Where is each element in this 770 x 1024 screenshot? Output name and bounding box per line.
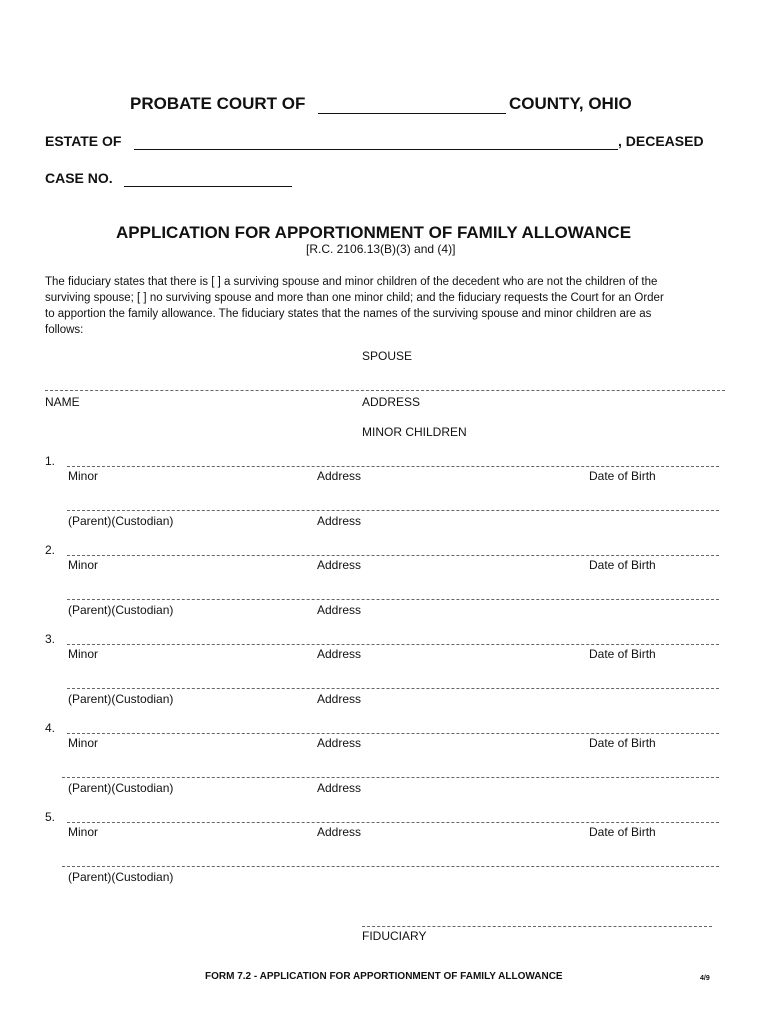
parent-field[interactable]	[62, 866, 719, 867]
date-of-birth-label: Date of Birth	[589, 736, 656, 750]
parent-custodian-label: (Parent)(Custodian)	[68, 781, 174, 795]
minor-address-label: Address	[317, 647, 362, 661]
court-label-post: COUNTY, OHIO	[509, 94, 632, 113]
statement-line-4: follows:	[45, 324, 84, 336]
entry-number: 4.	[45, 721, 56, 735]
parent-custodian-label: (Parent)(Custodian)	[68, 603, 174, 617]
statement-line-3: to apportion the family allowance. The fiduciary states that the names of the surviving spouse and minor children are as	[45, 308, 652, 320]
minor-label: Minor	[68, 647, 99, 661]
estate-label: ESTATE OF	[45, 133, 122, 149]
court-label-pre: PROBATE COURT OF	[130, 94, 306, 113]
page-number: 4/9	[700, 975, 710, 982]
entry-number: 2.	[45, 543, 56, 557]
statement-line-2: surviving spouse; [ ] no surviving spouse and more than one minor child; and the fiduciary requests the Court for an Order	[45, 292, 664, 304]
date-of-birth-label: Date of Birth	[589, 647, 656, 661]
spouse-heading: SPOUSE	[362, 349, 413, 363]
parent-address-label: Address	[317, 514, 362, 528]
minor-label: Minor	[68, 558, 99, 572]
parent-field[interactable]	[67, 688, 719, 689]
entry-number: 5.	[45, 810, 56, 824]
minor-field[interactable]	[67, 644, 719, 645]
minor-label: Minor	[68, 825, 99, 839]
minor-label: Minor	[68, 469, 99, 483]
minor-field[interactable]	[67, 466, 719, 467]
parent-address-label: Address	[317, 781, 362, 795]
minor-label: Minor	[68, 736, 99, 750]
minor-field[interactable]	[67, 733, 719, 734]
fiduciary-label: FIDUCIARY	[362, 929, 427, 943]
minor-children-heading: MINOR CHILDREN	[362, 425, 467, 439]
entry-number: 1.	[45, 454, 56, 468]
spouse-name-label: NAME	[45, 395, 80, 409]
minor-address-label: Address	[317, 825, 362, 839]
parent-field[interactable]	[67, 510, 719, 511]
parent-custodian-label: (Parent)(Custodian)	[68, 514, 174, 528]
footer-form-name: FORM 7.2 - APPLICATION FOR APPORTIONMENT OF FAMILY ALLOWANCE	[205, 971, 563, 982]
minor-address-label: Address	[317, 736, 362, 750]
form-title: APPLICATION FOR APPORTIONMENT OF FAMILY ALLOWANCE	[116, 223, 632, 242]
spouse-field[interactable]	[45, 390, 725, 391]
minor-field[interactable]	[67, 555, 719, 556]
parent-address-label: Address	[317, 692, 362, 706]
parent-field[interactable]	[62, 777, 719, 778]
statement-line-1: The fiduciary states that there is [ ] a surviving spouse and minor children of the decedent who are not the children of the	[45, 276, 658, 288]
date-of-birth-label: Date of Birth	[589, 558, 656, 572]
county-field[interactable]	[318, 113, 506, 114]
spouse-address-label: ADDRESS	[362, 395, 421, 409]
date-of-birth-label: Date of Birth	[589, 825, 656, 839]
parent-address-label: Address	[317, 603, 362, 617]
minor-address-label: Address	[317, 558, 362, 572]
parent-custodian-label: (Parent)(Custodian)	[68, 692, 174, 706]
parent-field[interactable]	[67, 599, 719, 600]
minor-field[interactable]	[67, 822, 719, 823]
parent-custodian-label: (Parent)(Custodian)	[68, 870, 174, 884]
case-number-label: CASE NO.	[45, 170, 113, 186]
statute-citation: [R.C. 2106.13(B)(3) and (4)]	[306, 242, 456, 256]
minor-address-label: Address	[317, 469, 362, 483]
fiduciary-statement	[45, 274, 729, 338]
estate-name-field[interactable]	[134, 149, 618, 150]
case-number-field[interactable]	[124, 186, 292, 187]
entry-number: 3.	[45, 632, 56, 646]
date-of-birth-label: Date of Birth	[589, 469, 656, 483]
fiduciary-signature-field[interactable]	[362, 926, 712, 927]
deceased-label: , DECEASED	[618, 133, 704, 149]
